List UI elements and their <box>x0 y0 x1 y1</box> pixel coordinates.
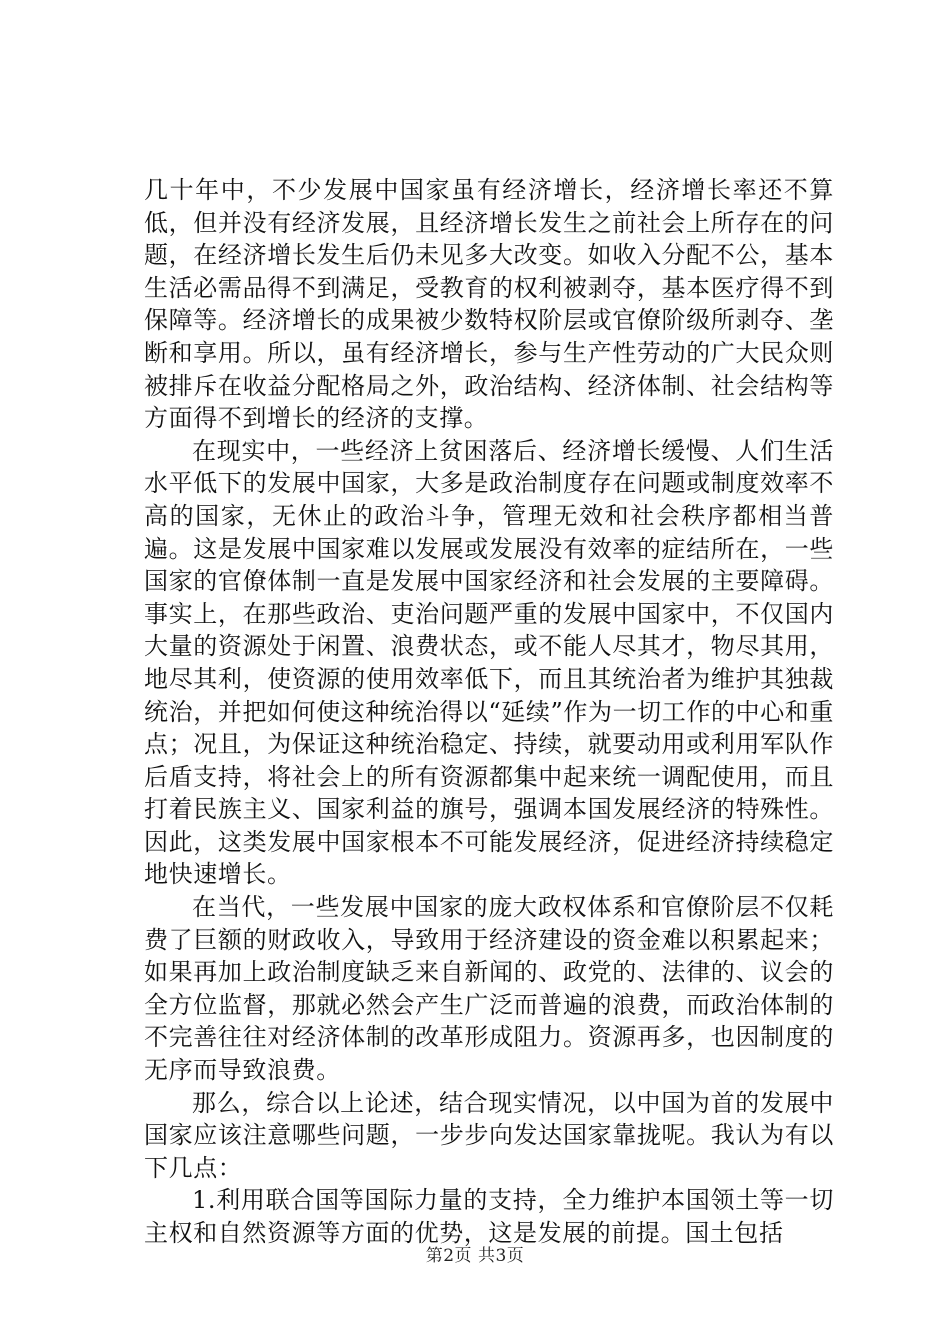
paragraph-4: 那么，综合以上论述，结合现实情况，以中国为首的发展中国家应该注意哪些问题，一步步向发达国家靠拢呢。我认为有以下几点： <box>144 1088 834 1182</box>
paragraph-5: 1.利用联合国等国际力量的支持，全力维护本国领土等一切主权和自然资源等方面的优势，这是发展的前提。国土包括 <box>144 1186 834 1247</box>
page-number-label: 第2页 共3页 <box>425 1246 525 1266</box>
paragraph-3: 在当代，一些发展中国家的庞大政权体系和官僚阶层不仅耗费了巨额的财政收入，导致用于经济建设的资金难以积累起来；如果再加上政治制度缺乏来自新闻的、政党的、法律的、议会的全方位监督，那就必然会产生广泛而普遍的浪费，而政治体制的不完善往往对经济体制的改革形成阻力。资源再多，也因制度的无序而导致浪费。 <box>144 893 834 1085</box>
page-footer <box>0 1245 950 1267</box>
document-body <box>144 174 834 1250</box>
paragraph-1: 几十年中，不少发展中国家虽有经济增长，经济增长率还不算低，但并没有经济发展，且经济增长发生之前社会上所存在的问题，在经济增长发生后仍未见多大改变。如收入分配不公，基本生活必需品得不到满足，受教育的权利被剥夺，基本医疗得不到保障等。经济增长的成果被少数特权阶层或官僚阶级所剥夺、垄断和享用。所以，虽有经济增长，参与生产性劳动的广大民众则被排斥在收益分配格局之外，政治结构、经济体制、社会结构等方面得不到增长的经济的支撑。 <box>144 176 834 433</box>
paragraph-2: 在现实中，一些经济上贫困落后、经济增长缓慢、人们生活水平低下的发展中国家，大多是政治制度存在问题或制度效率不高的国家，无休止的政治斗争，管理无效和社会秩序都相当普遍。这是发展中国家难以发展或发展没有效率的症结所在，一些国家的官僚体制一直是发展中国家经济和社会发展的主要障碍。事实上，在那些政治、吏治问题严重的发展中国家中，不仅国内大量的资源处于闲置、浪费状态，或不能人尽其才，物尽其用，地尽其利，使资源的使用效率低下，而且其统治者为维护其独裁统治，并把如何使这种统治得以“延续”作为一切工作的中心和重点；况且，为保证这种统治稳定、持续，就要动用或利用军队作后盾支持，将社会上的所有资源都集中起来统一调配使用，而且打着民族主义、国家利益的旗号，强调本国发展经济的特殊性。因此，这类发展中国家根本不可能发展经济，促进经济持续稳定地快速增长。 <box>144 436 834 889</box>
